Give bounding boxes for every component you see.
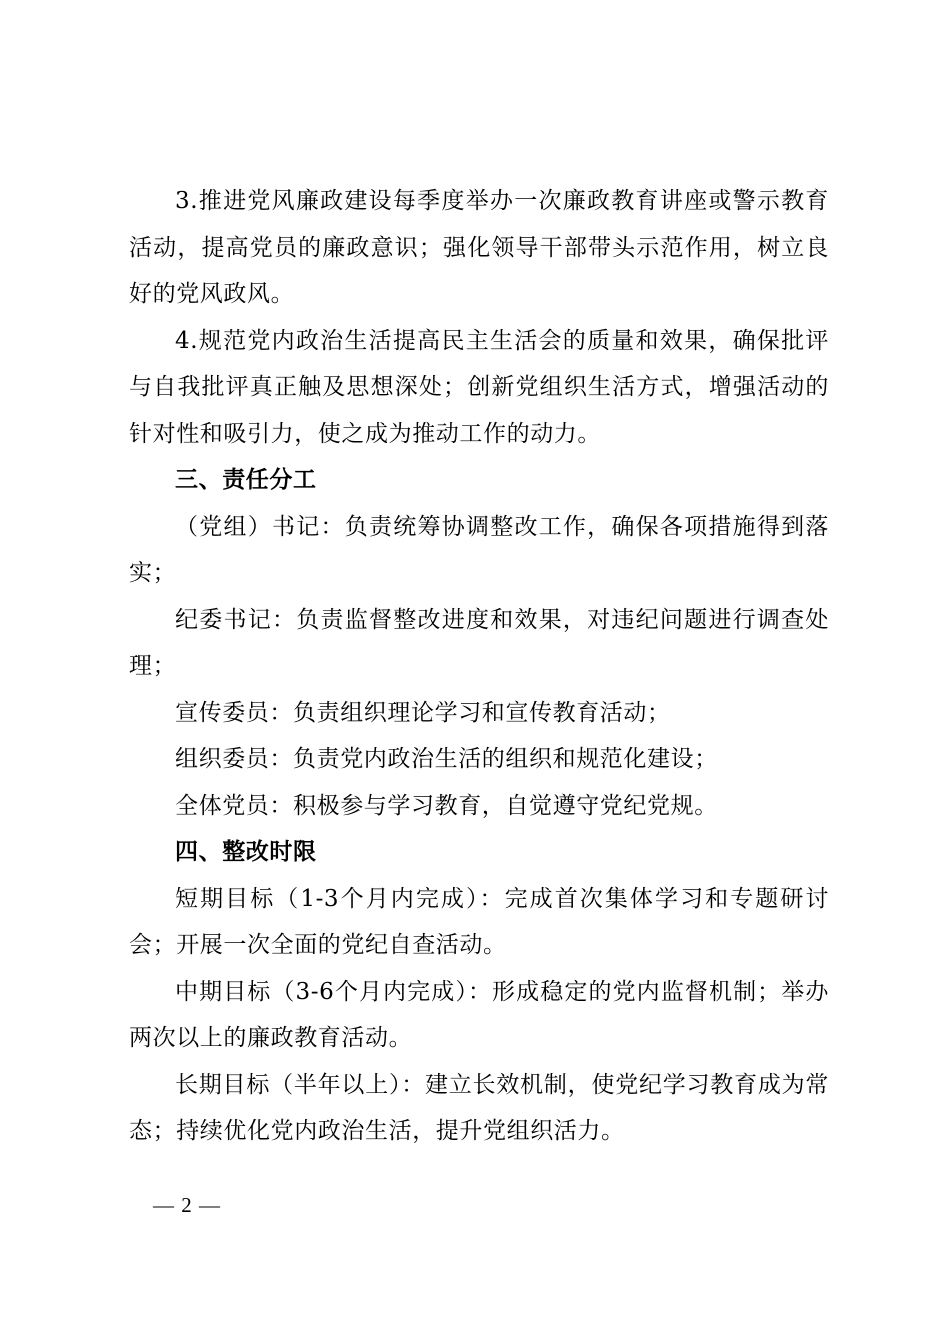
timeline-item-short-term: 短期目标（1-3个月内完成）：完成首次集体学习和专题研讨会；开展一次全面的党纪自查活动。 — [129, 885, 829, 958]
document-body — [129, 178, 829, 1155]
responsibility-item-members: 全体党员：积极参与学习教育，自觉遵守党纪党规。 — [175, 792, 718, 819]
section-heading-responsibility: 三、责任分工 — [175, 466, 317, 493]
measure-paragraph-4: 4.规范党内政治生活提高民主生活会的质量和效果，确保批评与自我批评真正触及思想深处；创新党组织生活方式，增强活动的针对性和吸引力，使之成为推动工作的动力。 — [129, 327, 829, 447]
responsibility-item-secretary: （党组）书记：负责统筹协调整改工作，确保各项措施得到落实； — [129, 513, 829, 586]
responsibility-item-publicity: 宣传委员：负责组织理论学习和宣传教育活动； — [175, 699, 671, 726]
measure-paragraph-3: 3.推进党风廉政建设每季度举办一次廉政教育讲座或警示教育活动，提高党员的廉政意识；强化领导干部带头示范作用，树立良好的党风政风。 — [129, 188, 829, 307]
section-heading-timeline: 四、整改时限 — [175, 838, 317, 865]
page-number: — 2 — — [153, 1193, 221, 1217]
timeline-item-long-term: 长期目标（半年以上）：建立长效机制，使党纪学习教育成为常态；持续优化党内政治生活，提升党组织活力。 — [129, 1071, 829, 1144]
timeline-item-mid-term: 中期目标（3-6个月内完成）：形成稳定的党内监督机制；举办两次以上的廉政教育活动。 — [129, 978, 829, 1051]
responsibility-item-organization: 组织委员：负责党内政治生活的组织和规范化建设； — [175, 746, 718, 772]
responsibility-item-discipline: 纪委书记：负责监督整改进度和效果，对违纪问题进行调查处理； — [129, 606, 829, 679]
